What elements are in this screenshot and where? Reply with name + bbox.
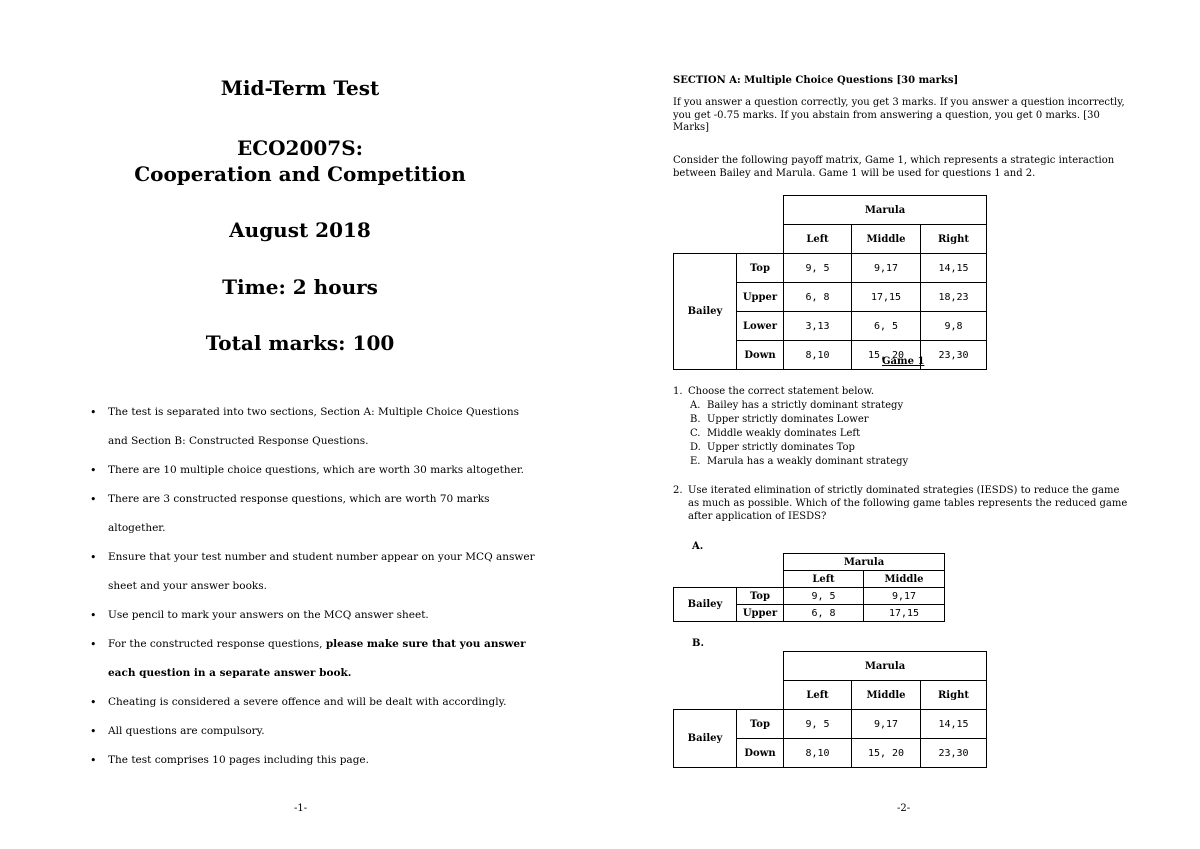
row-player-label: Bailey xyxy=(674,254,737,370)
row-header: Down xyxy=(737,341,784,370)
option-a-label: A. xyxy=(692,541,704,552)
payoff-cell: 9, 5 xyxy=(784,588,864,605)
course-name: Cooperation and Competition xyxy=(134,162,466,186)
row-header: Top xyxy=(737,588,784,605)
row-header: Top xyxy=(737,710,784,739)
table-caption: Game 1 xyxy=(882,356,925,367)
instruction-item: • Use pencil to mark your answers on the MCQ answer sheet. xyxy=(90,601,540,630)
column-header: Middle xyxy=(852,225,921,254)
question-text: Use iterated elimination of strictly dominated strategies (IESDS) to reduce the game as much as possible. Which of the following game tables represents the reduced game after application of IESDS? xyxy=(688,485,1128,522)
row-header: Upper xyxy=(737,283,784,312)
table-row xyxy=(674,710,987,739)
row-header: Lower xyxy=(737,312,784,341)
instruction-item: • There are 3 constructed response questions, which are worth 70 marks altogether. xyxy=(90,485,540,543)
option-b-label: B. xyxy=(692,638,704,649)
payoff-cell: 9, 5 xyxy=(784,254,852,283)
instruction-item xyxy=(90,630,540,688)
column-header: Left xyxy=(784,571,864,588)
answer-option: A. Bailey has a strictly dominant strategy xyxy=(690,400,904,411)
payoff-cell: 9, 5 xyxy=(784,710,852,739)
instructions-list xyxy=(90,398,540,775)
instruction-item: • Cheating is considered a severe offence and will be dealt with accordingly. xyxy=(90,688,540,717)
test-title: Mid-Term Test xyxy=(220,76,380,100)
payoff-cell: 6, 5 xyxy=(852,312,921,341)
question-text: Choose the correct statement below. xyxy=(688,386,874,397)
game1-payoff-matrix xyxy=(673,195,987,370)
row-player-label: Bailey xyxy=(674,588,737,622)
column-player-label: Marula xyxy=(784,554,945,571)
payoff-cell: 15, 20 xyxy=(852,739,921,768)
question-2 xyxy=(673,484,1133,523)
table-row xyxy=(674,588,945,605)
payoff-cell: 14,15 xyxy=(921,710,987,739)
row-header: Upper xyxy=(737,605,784,622)
answer-option: B. Upper strictly dominates Lower xyxy=(690,414,869,425)
payoff-cell: 23,30 xyxy=(921,341,987,370)
payoff-cell: 17,15 xyxy=(852,283,921,312)
payoff-cell: 17,15 xyxy=(864,605,945,622)
instruction-item: • The test is separated into two sections, Section A: Multiple Choice Questions and Section B: Constructed Response Questions. xyxy=(90,398,540,456)
table-row xyxy=(674,254,987,283)
instruction-emphasis: please make sure that you answer each question in a separate answer book. xyxy=(108,638,526,679)
option-b-table xyxy=(673,651,987,768)
column-header: Left xyxy=(784,681,852,710)
answer-option: D. Upper strictly dominates Top xyxy=(690,442,855,453)
payoff-cell: 6, 8 xyxy=(784,605,864,622)
course-heading xyxy=(100,135,500,187)
payoff-cell: 6, 8 xyxy=(784,283,852,312)
game-intro: Consider the following payoff matrix, Game 1, which represents a strategic interaction between Bailey and Marula. Game 1 will be used for questions 1 and 2. xyxy=(673,155,1115,179)
column-header: Left xyxy=(784,225,852,254)
page-number: -1- xyxy=(294,803,308,814)
answer-option: C. Middle weakly dominates Left xyxy=(690,428,861,439)
question-number: 2. xyxy=(673,485,683,496)
answer-options xyxy=(673,399,1133,469)
payoff-cell: 8,10 xyxy=(784,341,852,370)
marking-instructions: If you answer a question correctly, you get 3 marks. If you answer a question incorrectly, you get -0.75 marks. If you abstain from answering a question, you get 0 marks. [30 Marks] xyxy=(673,97,1125,133)
payoff-cell: 18,23 xyxy=(921,283,987,312)
instruction-item: • All questions are compulsory. xyxy=(90,717,540,746)
row-player-label: Bailey xyxy=(674,710,737,768)
course-code: ECO2007S: xyxy=(236,136,364,160)
instruction-text: For the constructed response questions, xyxy=(108,638,326,650)
column-player-label: Marula xyxy=(784,196,987,225)
payoff-cell: 8,10 xyxy=(784,739,852,768)
column-player-label: Marula xyxy=(784,652,987,681)
answer-option: E. Marula has a weakly dominant strategy xyxy=(690,456,909,467)
row-header: Top xyxy=(737,254,784,283)
page-2 xyxy=(600,0,1200,849)
payoff-cell: 3,13 xyxy=(784,312,852,341)
page-number: -2- xyxy=(897,803,911,814)
instruction-item: • Ensure that your test number and student number appear on your MCQ answer sheet and your answer books. xyxy=(90,543,540,601)
instruction-item: • There are 10 multiple choice questions, which are worth 30 marks altogether. xyxy=(90,456,540,485)
test-date: August 2018 xyxy=(229,218,371,242)
payoff-cell: 9,8 xyxy=(921,312,987,341)
column-header: Right xyxy=(921,681,987,710)
total-marks: Total marks: 100 xyxy=(205,331,395,355)
payoff-cell: 9,17 xyxy=(864,588,945,605)
payoff-cell: 15, 20 xyxy=(852,341,921,370)
payoff-cell: 9,17 xyxy=(852,710,921,739)
instruction-item: • The test comprises 10 pages including this page. xyxy=(90,746,540,775)
row-header: Down xyxy=(737,739,784,768)
column-header: Right xyxy=(921,225,987,254)
payoff-cell: 9,17 xyxy=(852,254,921,283)
question-1 xyxy=(673,385,1133,469)
option-a-table xyxy=(673,553,945,622)
payoff-cell: 23,30 xyxy=(921,739,987,768)
test-duration: Time: 2 hours xyxy=(222,275,378,299)
question-number: 1. xyxy=(673,386,683,397)
column-header: Middle xyxy=(864,571,945,588)
payoff-cell: 14,15 xyxy=(921,254,987,283)
column-header: Middle xyxy=(852,681,921,710)
section-heading: SECTION A: Multiple Choice Questions [30 marks] xyxy=(673,75,959,86)
